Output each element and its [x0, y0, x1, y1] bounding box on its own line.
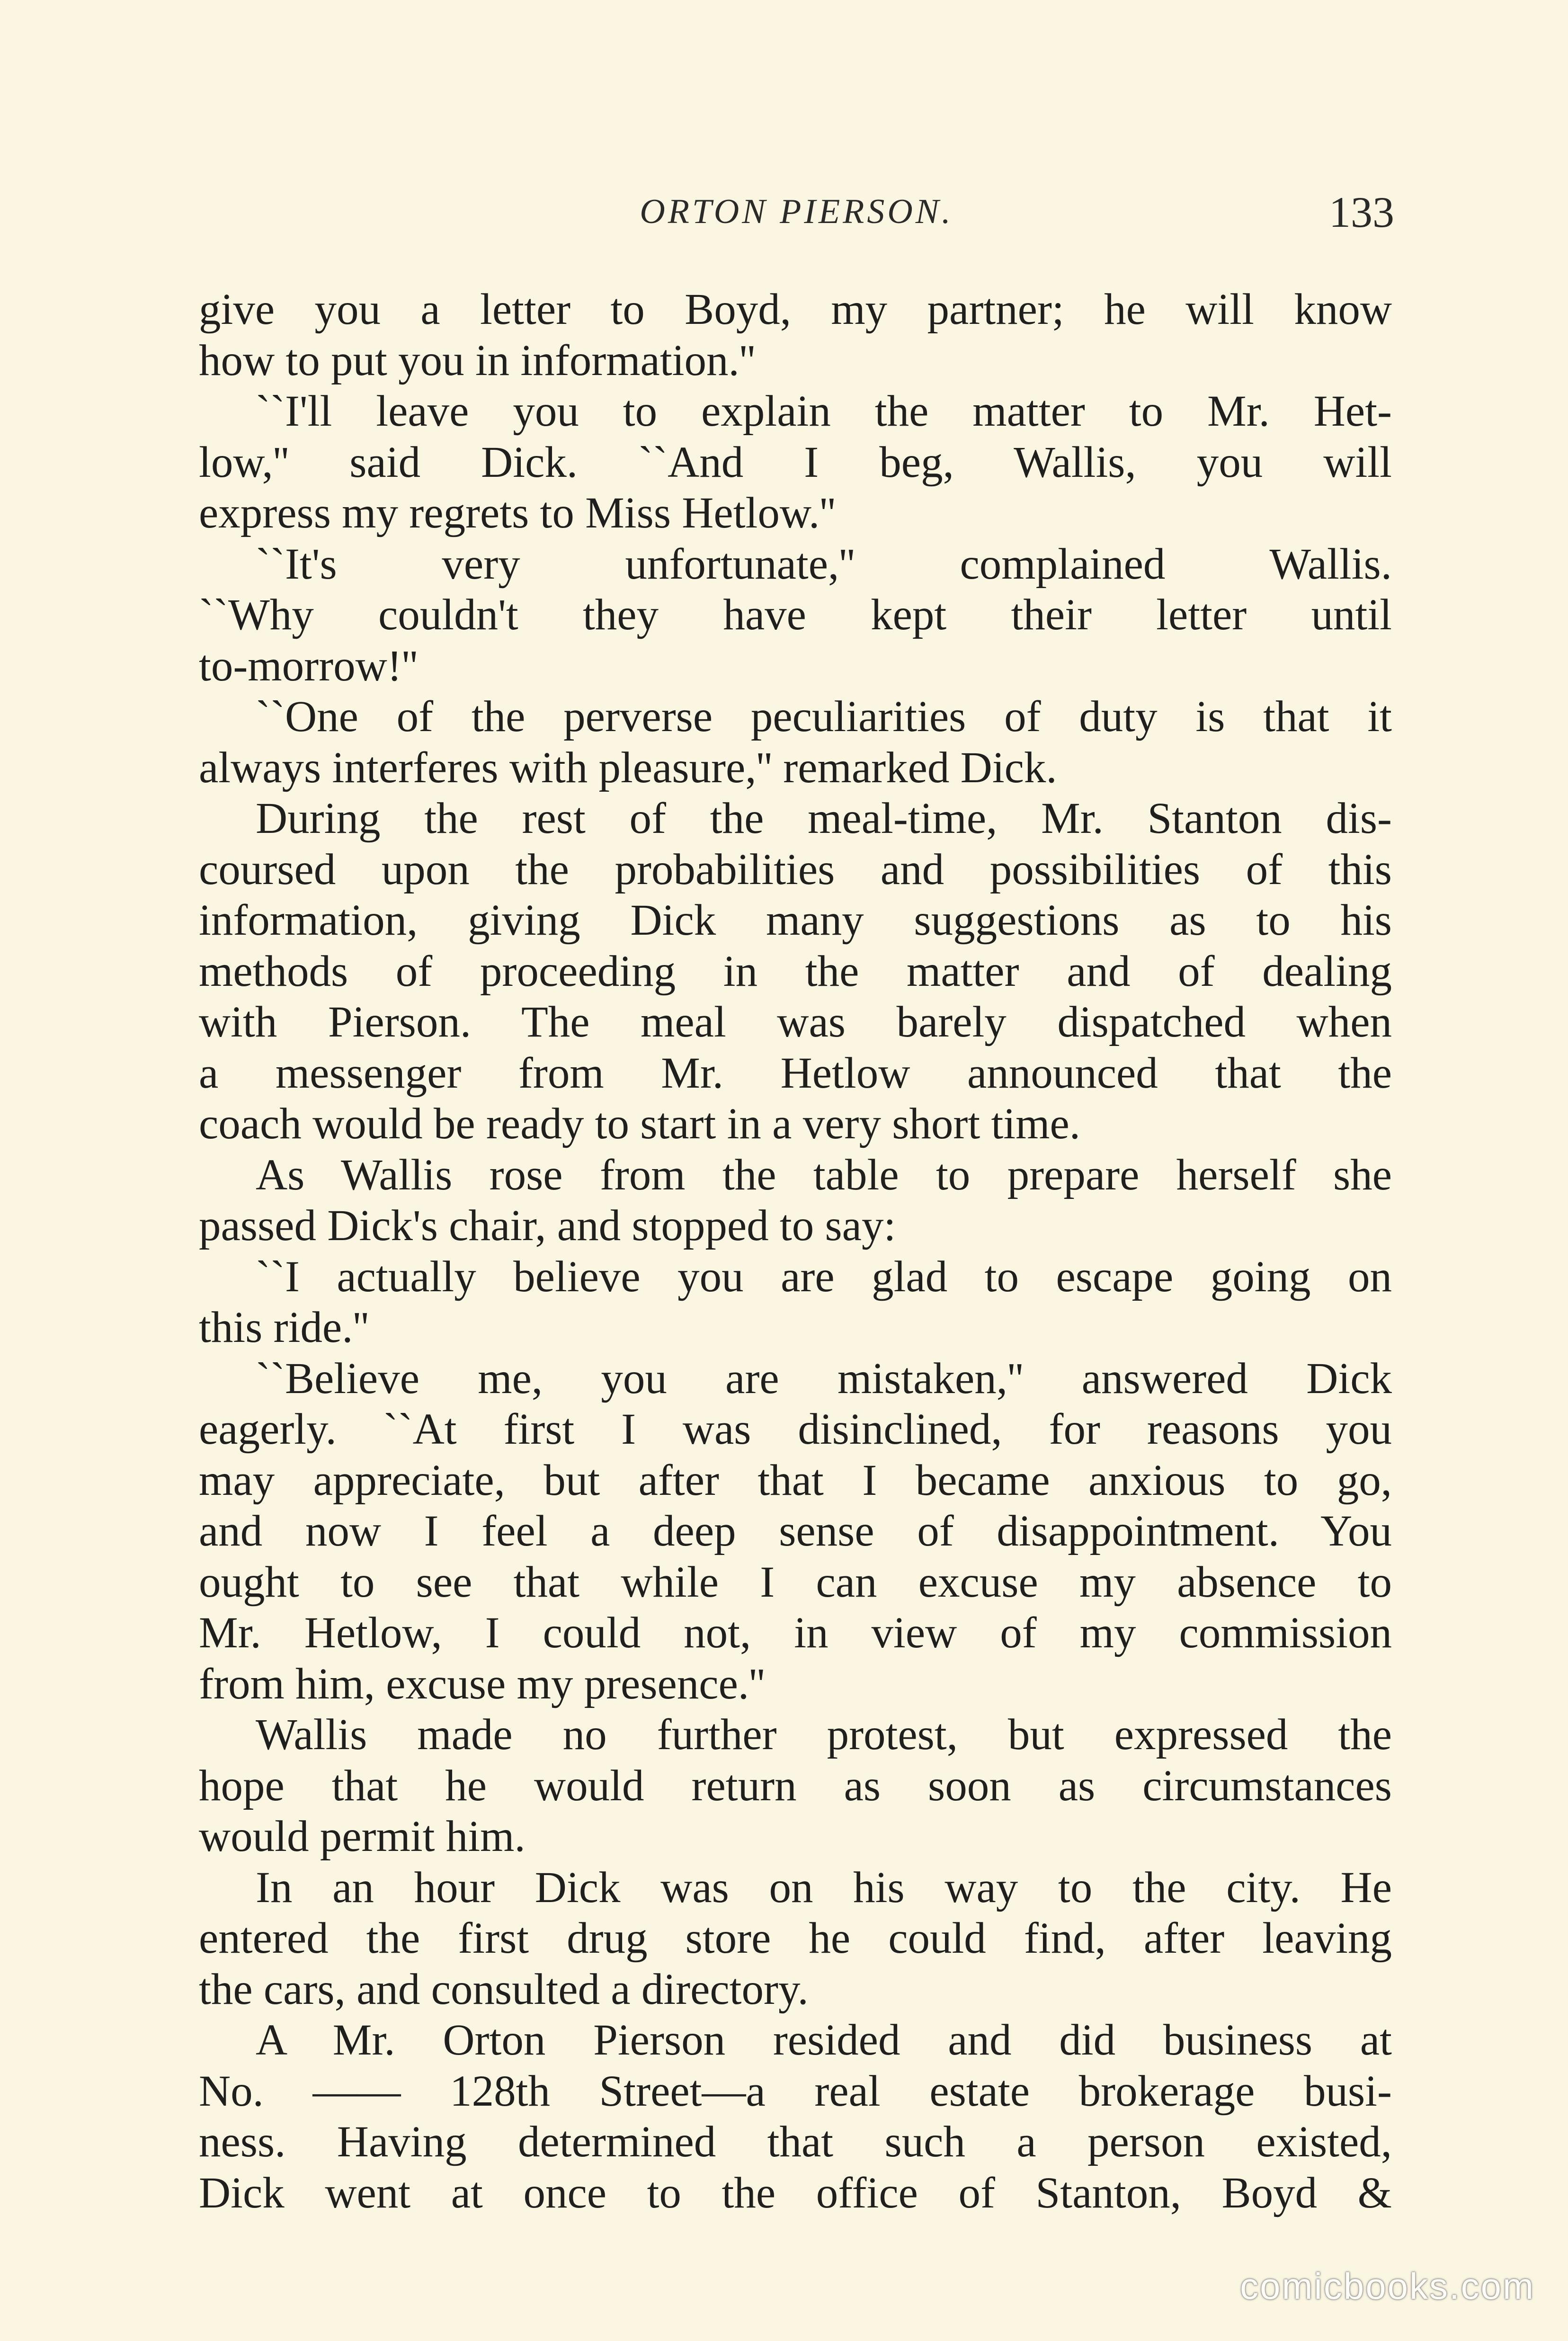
text-line: low,'' said Dick. ``And I beg, Wallis, you will: [199, 438, 1392, 487]
text-line: from him, excuse my presence.'': [199, 1659, 765, 1708]
text-line: A Mr. Orton Pierson resided and did business at: [256, 2016, 1392, 2064]
text-line: information, giving Dick many suggestions as to his: [199, 896, 1392, 945]
text-line: to-morrow!'': [199, 641, 418, 690]
text-line: ``Believe me, you are mistaken,'' answered Dick: [256, 1354, 1392, 1403]
text-line: with Pierson. The meal was barely dispatched when: [199, 998, 1392, 1046]
text-line: passed Dick's chair, and stopped to say:: [199, 1201, 896, 1250]
text-line: ``I actually believe you are glad to escape going on: [256, 1252, 1392, 1301]
text-line: may appreciate, but after that I became anxious to go,: [199, 1456, 1392, 1505]
text-line: hope that he would return as soon as circumstances: [199, 1761, 1392, 1810]
watermark: comicbooks.com: [1240, 2265, 1535, 2307]
text-line: ness. Having determined that such a person existed,: [199, 2118, 1392, 2166]
text-line: ``I'll leave you to explain the matter to Mr. Het-: [256, 387, 1392, 436]
text-line: ``One of the perverse peculiarities of duty is that it: [256, 692, 1392, 741]
text-line: coach would be ready to start in a very short time.: [199, 1099, 1080, 1148]
text-line: No. —— 128th Street—a real estate brokerage busi-: [199, 2066, 1392, 2116]
text-line: In an hour Dick was on his way to the city. He: [256, 1863, 1392, 1912]
text-line: ought to see that while I can excuse my absence to: [199, 1557, 1392, 1607]
text-line: always interferes with pleasure,'' remarked Dick.: [199, 743, 1057, 792]
text-line: coursed upon the probabilities and possibilities of this: [199, 845, 1392, 894]
text-line: methods of proceeding in the matter and of dealing: [199, 947, 1392, 996]
running-head: [199, 187, 1394, 239]
text-line: Mr. Hetlow, I could not, in view of my commission: [199, 1608, 1392, 1657]
text-line: this ride.'': [199, 1303, 369, 1352]
text-line: a messenger from Mr. Hetlow announced that the: [199, 1048, 1392, 1098]
text-line: and now I feel a deep sense of disappointment. You: [199, 1507, 1392, 1555]
text-line: express my regrets to Miss Hetlow.'': [199, 489, 836, 537]
text-line: would permit him.: [199, 1812, 526, 1861]
text-line: Dick went at once to the office of Stanton, Boyd &: [199, 2168, 1392, 2217]
text-line: ``Why couldn't they have kept their letter until: [199, 590, 1392, 639]
text-line: During the rest of the meal-time, Mr. Stanton dis-: [256, 794, 1392, 843]
text-line: entered the first drug store he could find, after leaving: [199, 1914, 1392, 1963]
text-line: eagerly. ``At first I was disinclined, for reasons you: [199, 1405, 1392, 1454]
text-line: As Wallis rose from the table to prepare herself she: [256, 1150, 1392, 1199]
running-title: ORTON PIERSON.: [640, 192, 953, 231]
text-line: give you a letter to Boyd, my partner; he will know: [199, 285, 1392, 334]
page-number: 133: [1329, 188, 1394, 236]
text-line: Wallis made no further protest, but expressed the: [256, 1710, 1392, 1759]
text-line: the cars, and consulted a directory.: [199, 1965, 809, 2014]
text-line: how to put you in information.'': [199, 336, 756, 385]
text-line: ``It's very unfortunate,'' complained Wallis.: [256, 539, 1392, 589]
body-text: [199, 284, 1392, 2218]
